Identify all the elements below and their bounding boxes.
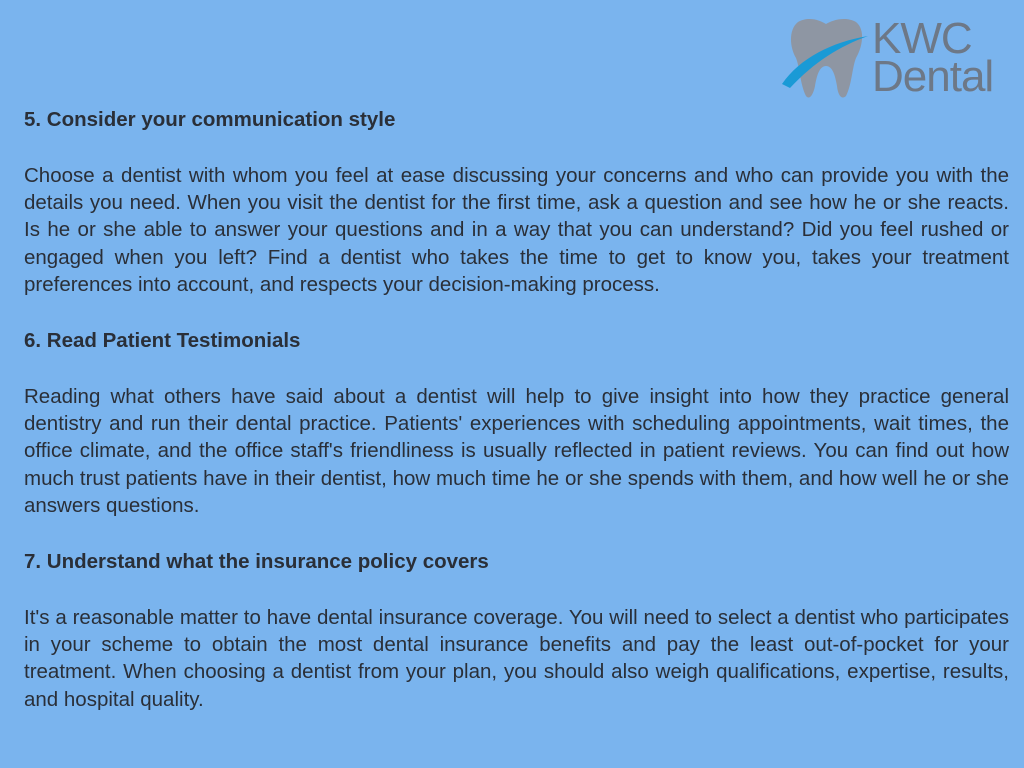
section-7-body: It's a reasonable matter to have dental insurance coverage. You will need to select a dentist who participates in your scheme to obtain the most dental insurance benefits and pay the least out-of-pocket for your treatment. When choosing a dentist from your plan, you should also weigh qualifications, expertise, results, and hospital quality.	[24, 606, 1009, 711]
section-5-heading: 5. Consider your communication style	[24, 108, 396, 131]
logo-line-kwc: KWC	[872, 14, 972, 63]
article-content	[24, 106, 1009, 713]
section-5-body: Choose a dentist with whom you feel at ease discussing your concerns and who can provide you with the details you need. When you visit the dentist for the first time, ask a question and see how he or she reacts. Is he or she able to answer your questions and in a way that you can understand? Did you feel rushed or engaged when you left? Find a dentist who takes the time to get to know you, takes your treatment preferences into account, and respects your decision-making process.	[24, 164, 1009, 296]
section-6-body: Reading what others have said about a dentist will help to give insight into how they practice general dentistry and run their dental practice. Patients' experiences with scheduling appointments, wait times, the office climate, and the office staff's friendliness is usually reflected in patient reviews. You can find out how much trust patients have in their dentist, how much time he or she spends with them, and how well he or she answers questions.	[24, 385, 1009, 517]
tooth-shape	[791, 19, 862, 98]
section-7-heading: 7. Understand what the insurance policy covers	[24, 550, 489, 574]
logo-line-dental: Dental	[872, 52, 994, 101]
section-6-heading: 6. Read Patient Testimonials	[24, 329, 301, 353]
kwc-dental-logo	[780, 14, 1000, 100]
tooth-icon	[780, 14, 870, 100]
logo-text	[872, 14, 994, 101]
